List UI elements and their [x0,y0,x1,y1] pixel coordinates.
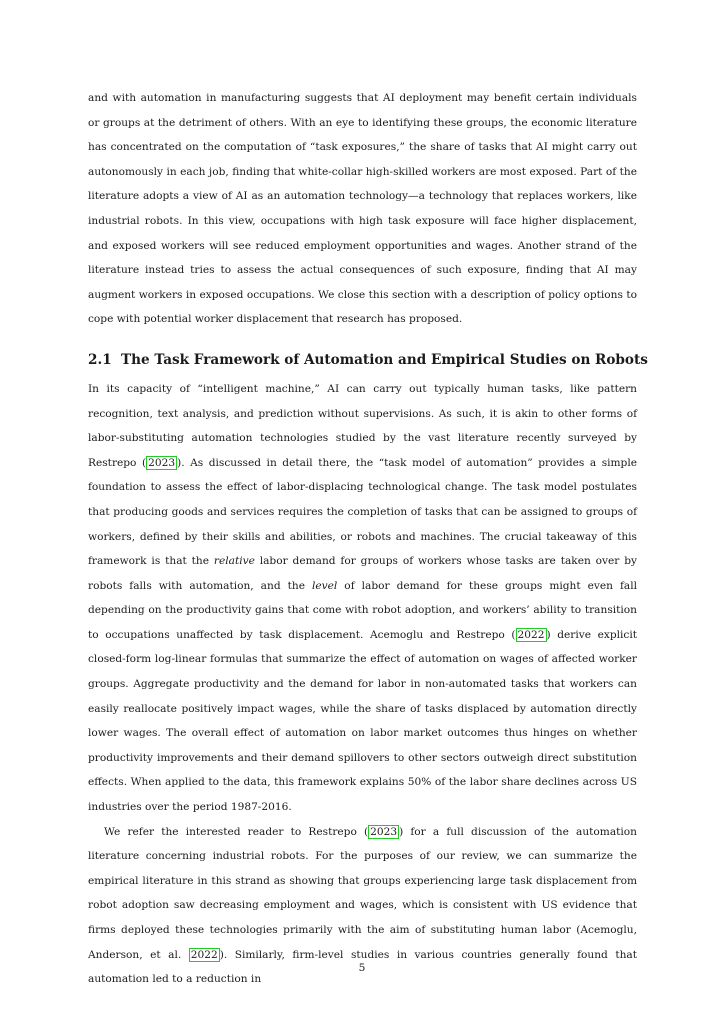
emphasis-text: relative [213,555,255,568]
citation-link[interactable]: 2022 [517,628,545,641]
text-span: of labor demand for these groups might even fall depending on the productivity gains that come with robot adoption, and workers’ ability to transition to occupations unaffected by task displacement. Acemoglu and Restrepo ( [88,579,637,641]
body-paragraph-1 [88,377,637,820]
intro-paragraph: and with automation in manufacturing suggests that AI deployment may benefit certain individuals or groups at the detriment of others. With an eye to identifying these groups, the economic literature has concentrated on the computation of “task exposures,” the share of tasks that AI might carry out autonomously in each job, finding that white-collar high-skilled workers are most exposed. Part of the literature adopts a view of AI as an automation technology—a technology that replaces workers, like industrial robots. In this view, occupations with high task exposure will face higher displacement, and exposed workers will see reduced employment opportunities and wages. Another strand of the literature instead tries to assess the actual consequences of such exposure, finding that AI may augment workers in exposed occupations. We close this section with a description of policy options to cope with potential worker displacement that research has proposed. [88,92,637,326]
page-body [88,86,648,992]
text-span: ). As discussed in detail there, the “task model of automation” provides a simple foundation to assess the effect of labor-displacing technological change. The task model postulates that producing goods and services requires the completion of tasks that can be assigned to groups of workers, defined by their skills and abilities, or robots and machines. The crucial takeaway of this framework is that the [88,456,637,568]
citation-link[interactable]: 2023 [370,825,398,838]
citation-link[interactable]: 2023 [148,456,176,469]
text-span: ) derive explicit closed-form log-linear formulas that summarize the effect of automation on wages of affected worker groups. Aggregate productivity and the demand for labor in non-automated tasks that workers can easily reallocate positively impact wages, while the share of tasks displaced by automation directly lower wages. The overall effect of automation on labor market outcomes thus hinges on whether productivity improvements and their demand spillovers to other sectors outweigh direct substitution effects. When applied to the data, this framework explains 50% of the labor share declines across US industries over the period 1987-2016. [88,628,637,814]
text-span: We refer the interested reader to Restrepo ( [104,825,369,838]
citation-link[interactable]: 2022 [190,948,218,961]
text-span: ). Similarly, firm-level studies in various countries generally found that automation led to a reduction in [88,948,638,986]
section-number: 2.1 [88,351,112,368]
text-span: In its capacity of “intelligent machine,” AI can carry out typically human tasks, like pattern recognition, text analysis, and prediction without supervisions. As such, it is akin to other forms of labor-substituting automation technologies studied by the vast literature recently surveyed by Restrepo ( [88,382,637,469]
section-heading [88,349,648,371]
page-number: 5 [358,962,366,974]
text-span: labor demand for groups of workers whose tasks are taken over by robots falls with automation, and the [88,555,638,592]
text-span: ) for a full discussion of the automation literature concerning industrial robots. For the purposes of our review, we can summarize the empirical literature in this strand as showing that groups experiencing large task displacement from robot adoption saw decreasing employment and wages, which is consistent with US evidence that firms deployed these technologies primarily with the aim of substituting human labor (Acemoglu, Anderson, et al. [88,825,637,961]
section-title: The Task Framework of Automation and Empirical Studies on Robots [121,351,648,368]
emphasis-text: level [311,579,338,592]
